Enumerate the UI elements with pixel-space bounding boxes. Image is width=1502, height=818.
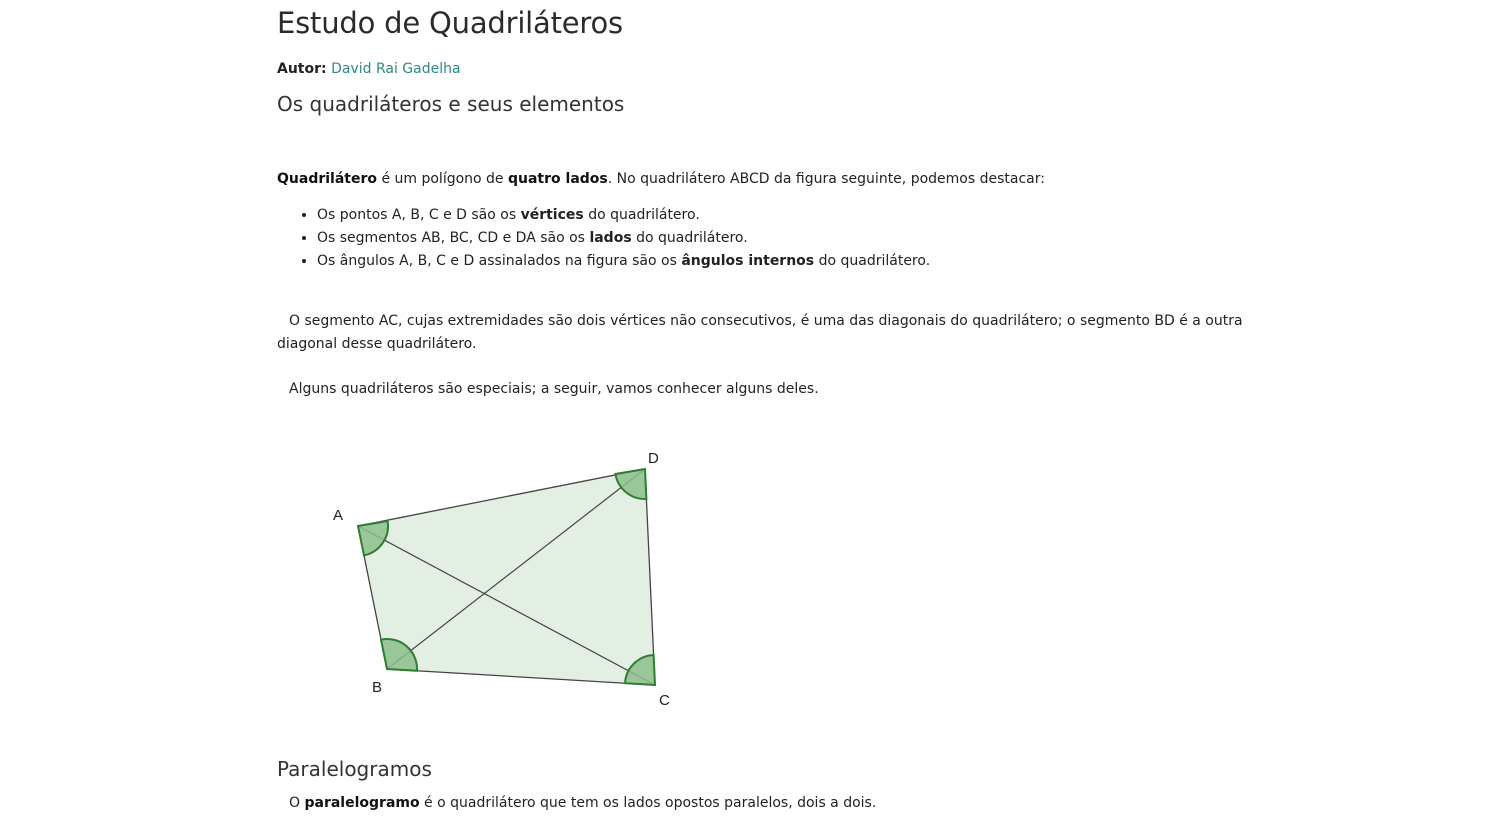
intro-paragraph: Quadrilátero é um polígono de quatro lados. No quadrilátero ABCD da figura seguinte, podemos destacar: bbox=[277, 171, 1045, 187]
list-item: • Os pontos A, B, C e D são os vértices do quadrilátero. bbox=[317, 204, 930, 227]
paralelogramo-paragraph: O paralelogramo é o quadrilátero que tem os lados opostos paralelos, dois a dois. bbox=[289, 795, 877, 811]
term-quadrilatero: Quadrilátero bbox=[277, 171, 377, 187]
author-line bbox=[277, 61, 461, 77]
quadrilateral-figure bbox=[310, 440, 690, 720]
section-heading-paralelogramos: Paralelogramos bbox=[277, 757, 432, 781]
term-quatro-lados: quatro lados bbox=[508, 171, 608, 187]
diagonals-paragraph: O segmento AC, cujas extremidades são dois vértices não consecutivos, é uma das diagonais do quadrilátero; o segmento BD é a outra diagonal desse quadrilátero. bbox=[277, 313, 1243, 352]
list-item: • Os ângulos A, B, C e D assinalados na figura são os ângulos internos do quadrilátero. bbox=[317, 250, 930, 273]
list-item: • Os segmentos AB, BC, CD e DA são os lados do quadrilátero. bbox=[317, 227, 930, 250]
section-subtitle: Os quadriláteros e seus elementos bbox=[277, 92, 625, 116]
vertex-label-d: D bbox=[648, 450, 659, 467]
author-label: Autor: bbox=[277, 61, 327, 77]
vertex-label-c: C bbox=[659, 692, 670, 709]
author-link[interactable]: David Rai Gadelha bbox=[331, 61, 461, 77]
vertex-label-a: A bbox=[333, 507, 344, 524]
page-title: Estudo de Quadriláteros bbox=[277, 6, 623, 40]
elements-list bbox=[277, 204, 930, 273]
special-paragraph: Alguns quadriláteros são especiais; a seguir, vamos conhecer alguns deles. bbox=[289, 381, 819, 397]
vertex-label-b: B bbox=[372, 679, 383, 696]
